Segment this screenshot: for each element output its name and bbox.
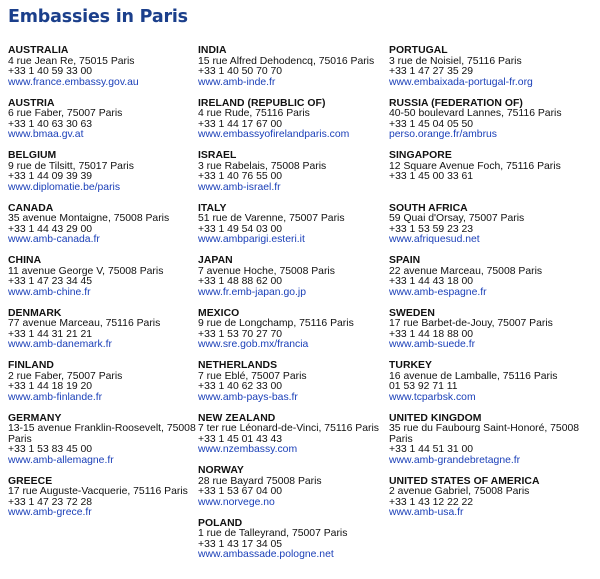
embassy-website-link[interactable]: www.amb-espagne.fr [389, 286, 487, 298]
embassy-phone: +33 1 44 09 39 39 [8, 171, 93, 182]
embassy-entry [389, 204, 592, 257]
embassy-website-link[interactable]: www.amb-chine.fr [8, 286, 91, 298]
embassy-address: 22 avenue Marceau, 75008 Paris [389, 265, 543, 277]
embassy-address: 3 rue de Noisiel, 75116 Paris [389, 55, 522, 67]
embassy-country: ITALY [198, 202, 227, 214]
embassy-country: DENMARK [8, 307, 62, 319]
embassy-entry [8, 477, 198, 530]
embassy-phone: +33 1 53 83 45 00 [8, 444, 93, 455]
embassy-address: 11 avenue George V, 75008 Paris [8, 265, 164, 277]
embassy-address: 4 rue Rude, 75116 Paris [198, 108, 310, 119]
embassy-website-link[interactable]: www.diplomatie.be/paris [8, 181, 121, 193]
embassy-address: 17 rue Barbet-de-Jouy, 75007 Paris [389, 318, 553, 329]
embassy-phone: +33 1 53 70 27 70 [198, 328, 283, 340]
embassy-country: UNITED KINGDOM [389, 412, 482, 424]
embassy-phone: +33 1 44 18 88 00 [389, 328, 474, 340]
embassy-columns [8, 46, 592, 571]
embassy-entry [389, 151, 592, 204]
embassy-website-link[interactable]: perso.orange.fr/ambrus [389, 129, 498, 140]
embassy-country: AUSTRALIA [8, 45, 69, 56]
embassy-address: 16 avenue de Lamballe, 75116 Paris [389, 370, 558, 382]
embassy-address: 6 rue Faber, 75007 Paris [8, 108, 123, 119]
embassy-phone: +33 1 44 43 18 00 [389, 276, 474, 287]
embassy-country: GERMANY [8, 412, 62, 424]
embassy-phone: +33 1 43 12 22 22 [389, 496, 474, 508]
embassy-entry [198, 99, 389, 152]
embassy-column-1 [8, 46, 198, 571]
embassy-country: AUSTRIA [8, 97, 55, 109]
embassy-phone: 01 53 92 71 11 [389, 381, 458, 392]
embassy-phone: +33 1 40 76 55 00 [198, 171, 283, 182]
embassy-entry [198, 309, 389, 362]
embassy-website-link[interactable]: www.fr.emb-japan.go.jp [198, 286, 306, 298]
embassy-phone: +33 1 40 63 30 63 [8, 118, 93, 130]
embassy-website-link[interactable]: www.amb-allemagne.fr [8, 454, 114, 466]
embassy-entry [8, 361, 198, 414]
embassy-entry [389, 99, 592, 152]
embassy-phone: +33 1 45 04 05 50 [389, 118, 474, 130]
embassy-phone: +33 1 40 59 33 00 [8, 66, 93, 77]
embassy-website-link[interactable]: www.bmaa.gv.at [8, 129, 84, 140]
embassy-entry [389, 361, 592, 414]
embassy-phone: +33 1 44 51 31 00 [389, 444, 474, 455]
embassy-entry [198, 361, 389, 414]
embassy-address: 59 Quai d'Orsay, 75007 Paris [389, 213, 525, 224]
embassy-entry [8, 46, 198, 99]
embassy-entry [8, 99, 198, 152]
embassy-phone: +33 1 47 23 34 45 [8, 276, 93, 287]
embassy-entry [198, 466, 389, 519]
embassy-country: TURKEY [389, 360, 433, 371]
embassy-country: UNITED STATES OF AMERICA [389, 475, 540, 487]
embassy-country: GREECE [8, 475, 53, 487]
embassy-column-3 [389, 46, 592, 571]
embassy-entry [198, 414, 389, 467]
embassy-website-link[interactable]: www.sre.gob.mx/francia [198, 339, 309, 350]
embassy-country: SINGAPORE [389, 150, 452, 161]
embassy-website-link[interactable]: www.ambassade.pologne.net [198, 549, 334, 560]
embassy-website-link[interactable]: www.afriquesud.net [389, 234, 480, 245]
embassy-column-2 [198, 46, 389, 571]
embassy-country: SWEDEN [389, 307, 435, 319]
embassy-address: 2 rue Faber, 75007 Paris [8, 370, 123, 382]
embassy-address: 51 rue de Varenne, 75007 Paris [198, 213, 345, 224]
embassy-entry [198, 204, 389, 257]
embassy-website-link[interactable]: www.amb-grece.fr [8, 507, 92, 518]
embassy-entry [389, 46, 592, 99]
embassy-website-link[interactable]: www.amb-grandebretagne.fr [389, 454, 521, 466]
embassy-address: 28 rue Bayard 75008 Paris [198, 475, 322, 487]
embassy-country: IRELAND (REPUBLIC OF) [198, 97, 326, 109]
embassy-address: 1 rue de Talleyrand, 75007 Paris [198, 528, 348, 539]
embassy-website-link[interactable]: www.embaixada-portugal-fr.org [389, 76, 533, 88]
embassy-website-link[interactable]: www.amb-pays-bas.fr [198, 391, 298, 403]
embassy-entry [8, 414, 198, 477]
embassy-entry [198, 151, 389, 204]
embassy-phone: +33 1 44 18 19 20 [8, 381, 93, 392]
embassy-address: 77 avenue Marceau, 75116 Paris [8, 318, 161, 329]
embassy-country: SPAIN [389, 255, 421, 266]
embassy-website-link[interactable]: www.nzembassy.com [198, 444, 298, 455]
embassy-entry [8, 309, 198, 362]
embassy-address: 9 rue de Tilsitt, 75017 Paris [8, 160, 134, 172]
embassy-address: 3 rue Rabelais, 75008 Paris [198, 160, 327, 172]
embassy-phone: +33 1 44 17 67 00 [198, 118, 283, 130]
embassy-entry [389, 477, 592, 530]
embassy-website-link[interactable]: www.amb-canada.fr [8, 234, 100, 245]
embassy-website-link[interactable]: www.embassyofirelandparis.com [198, 129, 350, 140]
embassy-country: CHINA [8, 255, 42, 266]
embassy-entry [8, 151, 198, 204]
embassy-country: NORWAY [198, 465, 244, 476]
embassy-country: POLAND [198, 517, 243, 529]
embassy-address: 17 rue Auguste-Vacquerie, 75116 Paris [8, 486, 188, 497]
embassy-address: 2 avenue Gabriel, 75008 Paris [389, 486, 530, 497]
embassy-entry [389, 256, 592, 309]
embassy-website-link[interactable]: www.amb-usa.fr [389, 507, 464, 518]
embassy-entry [8, 204, 198, 257]
embassy-country: NETHERLANDS [198, 360, 278, 371]
embassy-country: INDIA [198, 45, 227, 56]
embassy-phone: +33 1 43 17 34 05 [198, 538, 283, 550]
embassy-website-link[interactable]: www.amb-inde.fr [198, 76, 276, 88]
embassy-website-link[interactable]: www.amb-suede.fr [389, 339, 476, 350]
embassy-phone: +33 1 47 27 35 29 [389, 66, 474, 77]
embassy-country: JAPAN [198, 255, 233, 266]
embassy-phone: +33 1 49 54 03 00 [198, 223, 283, 235]
embassy-address: 4 rue Jean Re, 75015 Paris [8, 55, 135, 67]
embassy-address: 35 rue du Faubourg Saint-Honoré, 75008 Paris [389, 423, 580, 445]
embassy-address: 35 avenue Montaigne, 75008 Paris [8, 213, 170, 224]
embassy-website-link[interactable]: www.norvege.no [198, 496, 275, 508]
embassy-address: 7 ter rue Léonard-de-Vinci, 75116 Paris [198, 423, 379, 434]
embassy-country: MEXICO [198, 307, 240, 319]
embassy-country: BELGIUM [8, 150, 57, 161]
embassy-address: 12 Square Avenue Foch, 75116 Paris [389, 160, 561, 172]
embassy-address: 7 avenue Hoche, 75008 Paris [198, 265, 335, 277]
embassy-address: 7 rue Eblé, 75007 Paris [198, 370, 307, 382]
embassy-entry [198, 256, 389, 309]
embassy-entry [389, 414, 592, 477]
embassy-country: CANADA [8, 202, 54, 214]
page-title: Embassies in Paris [8, 7, 188, 27]
embassy-entry [198, 519, 389, 572]
embassy-entry [8, 256, 198, 309]
embassy-phone: +33 1 45 01 43 43 [198, 433, 283, 445]
embassy-phone: +33 1 47 23 72 28 [8, 496, 93, 508]
embassy-entry [389, 309, 592, 362]
embassy-website-link[interactable]: www.tcparbsk.com [389, 391, 476, 403]
embassy-website-link[interactable]: www.amb-israel.fr [198, 181, 281, 193]
embassy-country: ISRAEL [198, 150, 237, 161]
embassy-phone: +33 1 53 59 23 23 [389, 223, 474, 235]
embassy-phone: +33 1 48 88 62 00 [198, 276, 283, 287]
embassy-country: FINLAND [8, 360, 54, 371]
embassy-website-link[interactable]: www.amb-finlande.fr [8, 391, 103, 403]
embassy-phone: +33 1 40 62 33 00 [198, 381, 283, 392]
embassy-phone: +33 1 44 31 21 21 [8, 328, 93, 340]
embassy-address: 15 rue Alfred Dehodencq, 75016 Paris [198, 55, 375, 67]
embassy-phone: +33 1 45 00 33 61 [389, 171, 474, 182]
embassy-phone: +33 1 40 50 70 70 [198, 66, 283, 77]
embassy-address: 40-50 boulevard Lannes, 75116 Paris [389, 108, 562, 119]
embassy-address: 13-15 avenue Franklin-Roosevelt, 75008 Paris [8, 423, 196, 445]
embassy-website-link[interactable]: www.ambparigi.esteri.it [198, 234, 305, 245]
embassy-phone: +33 1 53 67 04 00 [198, 486, 283, 497]
embassy-country: NEW ZEALAND [198, 412, 276, 424]
embassy-website-link[interactable]: www.amb-danemark.fr [8, 339, 112, 350]
embassy-country: RUSSIA (FEDERATION OF) [389, 97, 523, 109]
embassy-website-link[interactable]: www.france.embassy.gov.au [8, 76, 139, 88]
embassy-entry [198, 46, 389, 99]
embassy-address: 9 rue de Longchamp, 75116 Paris [198, 318, 354, 329]
embassy-country: SOUTH AFRICA [389, 202, 468, 214]
embassy-country: PORTUGAL [389, 45, 448, 56]
embassy-phone: +33 1 44 43 29 00 [8, 223, 93, 235]
